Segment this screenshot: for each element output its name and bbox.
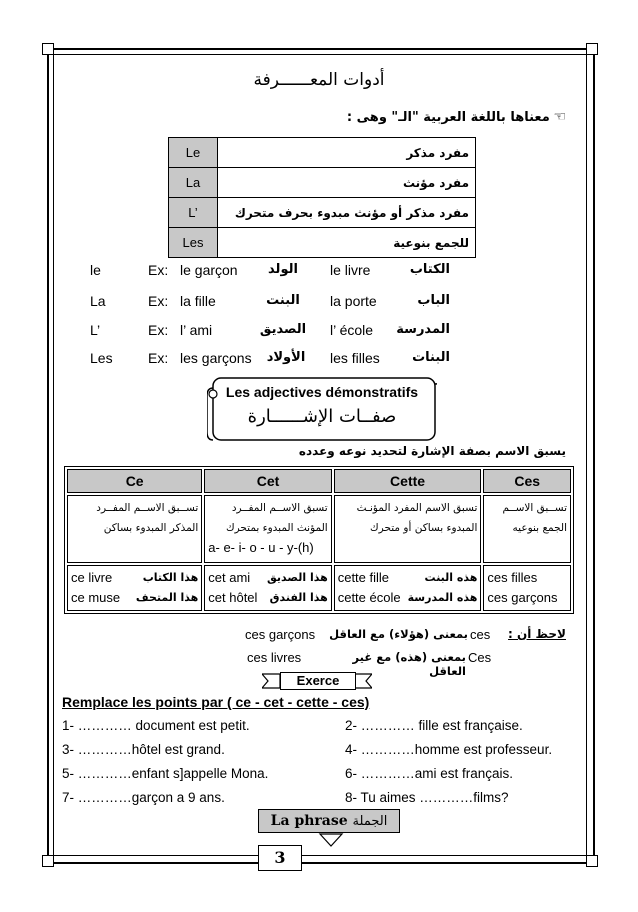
ex-label: Ex: [148,293,169,309]
table-row [169,228,476,258]
article-cell: Les [169,228,218,258]
example-row [0,262,638,282]
table-row [67,495,571,563]
article-cell: Le [169,138,218,168]
french-example: les filles [330,350,380,366]
desc-cette [334,495,482,563]
examples-cet [204,565,331,611]
exerce-label: Exerce [280,672,356,690]
ar: هذا الكتاب [142,571,199,584]
example-line [71,568,198,588]
article-label: Les [90,350,113,366]
examples-ce [67,565,202,611]
vowel-letters: a- e- i- o - u - y-(h) [208,540,314,555]
article-label: le [90,262,101,278]
arabic-example: المدرسة [396,322,450,337]
note-line-2 [0,650,638,678]
fr: ce muse [71,590,121,605]
desc-line: تسبق الاســم المفــرد [231,502,328,514]
fr: cette fille [337,570,390,585]
french-example: l’ ami [180,322,213,338]
page-number: 3 [258,845,302,871]
exercise-item: 8- Tu aimes …………films? [345,790,509,805]
pointing-hand-icon: ☜ [553,108,566,124]
meaning-cell: مفرد مؤنث [218,168,476,198]
desc-line: الجمع بنوعيه [512,522,567,534]
meaning-cell: مفرد مذكر أو مؤنث مبدوء بحرف متحرك [218,198,476,228]
table-row [169,168,476,198]
page-title: أدوات المعــــــرفة [253,70,385,90]
header-ce: Ce [67,469,202,493]
example-row [0,293,638,313]
example-line [487,568,567,588]
exercise-item: 4- …………homme est professeur. [345,742,553,757]
fr: cet hôtel [208,590,258,605]
note-line-1 [0,627,638,647]
example-line [208,568,327,588]
header-ces: Ces [483,469,571,493]
arabic-example: البنات [412,350,450,365]
fr: cette école [337,590,401,605]
ex-label: Ex: [148,262,169,278]
scroll-title-fr: Les adjectives démonstratifs [225,384,419,400]
french-example: le garçon [180,262,238,278]
table-header-row [67,469,571,493]
table-row [169,198,476,228]
arabic-example: الصديق [259,322,307,337]
ex-label: Ex: [148,322,169,338]
header-cet: Cet [204,469,331,493]
note-ar: بمعنى (هذه) مع غير العاقل [352,650,466,678]
arabic-example: البنت [266,293,300,308]
fr: ces garçons [487,590,558,605]
desc-cet [204,495,331,563]
exercise-instruction: Remplace les points par ( ce - cet - cette - ces) [62,694,370,710]
examples-cette [334,565,482,611]
arabic-example: الأولاد [266,350,306,365]
fr: cet ami [208,570,251,585]
exercise-item: 5- …………enfant s]appelle Mona. [62,766,269,781]
note-example: ces livres [247,650,302,665]
scroll-title-ar: صفــات الإشــــــارة [247,406,397,427]
note-ar: بمعنى (هؤلاء) مع العاقل [329,627,468,641]
frame-corner [586,43,598,55]
french-example: la porte [330,293,377,309]
phrase-ar: الجملة [352,814,388,829]
exercise-item: 2- ………… fille est française. [345,718,523,733]
exercise-item: 6- …………ami est français. [345,766,514,781]
note-label: لاحظ أن : [508,627,566,641]
frame-corner [42,43,54,55]
example-line [71,588,198,608]
table-row [67,565,571,611]
ex-label: Ex: [148,350,169,366]
fr: ces filles [487,570,538,585]
desc-line: تســبق الاســم [502,502,567,514]
french-example: les garçons [180,350,252,366]
desc-ces [483,495,571,563]
ar: هذا المتحف [135,591,199,604]
french-example: l’ école [330,322,374,338]
intro-line [347,108,566,125]
header-cette: Cette [334,469,482,493]
demonstratives-table [64,466,574,614]
french-example: le livre [330,262,371,278]
ar: هذا الفندق [269,591,328,604]
example-line [487,588,567,608]
desc-line: تســبق الاســم المفــرد [96,502,199,514]
arabic-example: الكتاب [409,262,450,277]
note-fr: Ces [468,650,492,665]
frame-corner [42,855,54,867]
exercise-item: 1- ………… document est petit. [62,718,250,733]
articles-meaning-table [168,137,476,258]
examples-ces [483,565,571,611]
demonstratives-intro: يسبق الاسم بصفة الإشارة لتحديد نوعه وعدده [298,444,566,458]
exerce-ribbon [262,672,372,690]
french-example: la fille [180,293,216,309]
intro-text: معناها باللغة العربية "الـ" وهى : [346,110,550,125]
desc-line: المبدوء بساكن أو متحرك [370,522,478,534]
phrase-fr: La phrase [270,813,348,829]
exercise-item: 3- …………hôtel est grand. [62,742,225,757]
article-label: L’ [90,322,101,338]
demonstratives-scroll-banner [207,374,437,444]
article-cell: La [169,168,218,198]
note-example: ces garçons [245,627,316,642]
frame-corner [586,855,598,867]
exercise-item: 7- …………garçon a 9 ans. [62,790,225,805]
note-fr: ces [470,627,491,642]
ar: هذه البنت [424,571,478,584]
example-row [0,350,638,370]
ar: هذه المدرسة [407,591,478,604]
article-label: La [90,293,106,309]
ar: هذا الصديق [266,571,328,584]
example-row [0,322,638,342]
arabic-example: الولد [268,262,298,277]
arabic-example: الباب [417,293,450,308]
example-line [338,588,478,608]
desc-line: المذكر المبدوء بساكن [103,522,199,534]
meaning-cell: مفرد مذكر [218,138,476,168]
example-line [338,568,478,588]
meaning-cell: للجمع بنوعية [218,228,476,258]
table-row [169,138,476,168]
desc-ce [67,495,202,563]
fr: ce livre [71,570,113,585]
article-cell: L’ [169,198,218,228]
desc-line: تسبق الاسم المفرد المؤنـث [356,502,478,514]
down-arrow-icon [318,832,344,848]
next-section-label [258,809,400,833]
example-line [208,588,327,608]
desc-line: المؤنث المبدوء بمتحرك [225,522,328,534]
